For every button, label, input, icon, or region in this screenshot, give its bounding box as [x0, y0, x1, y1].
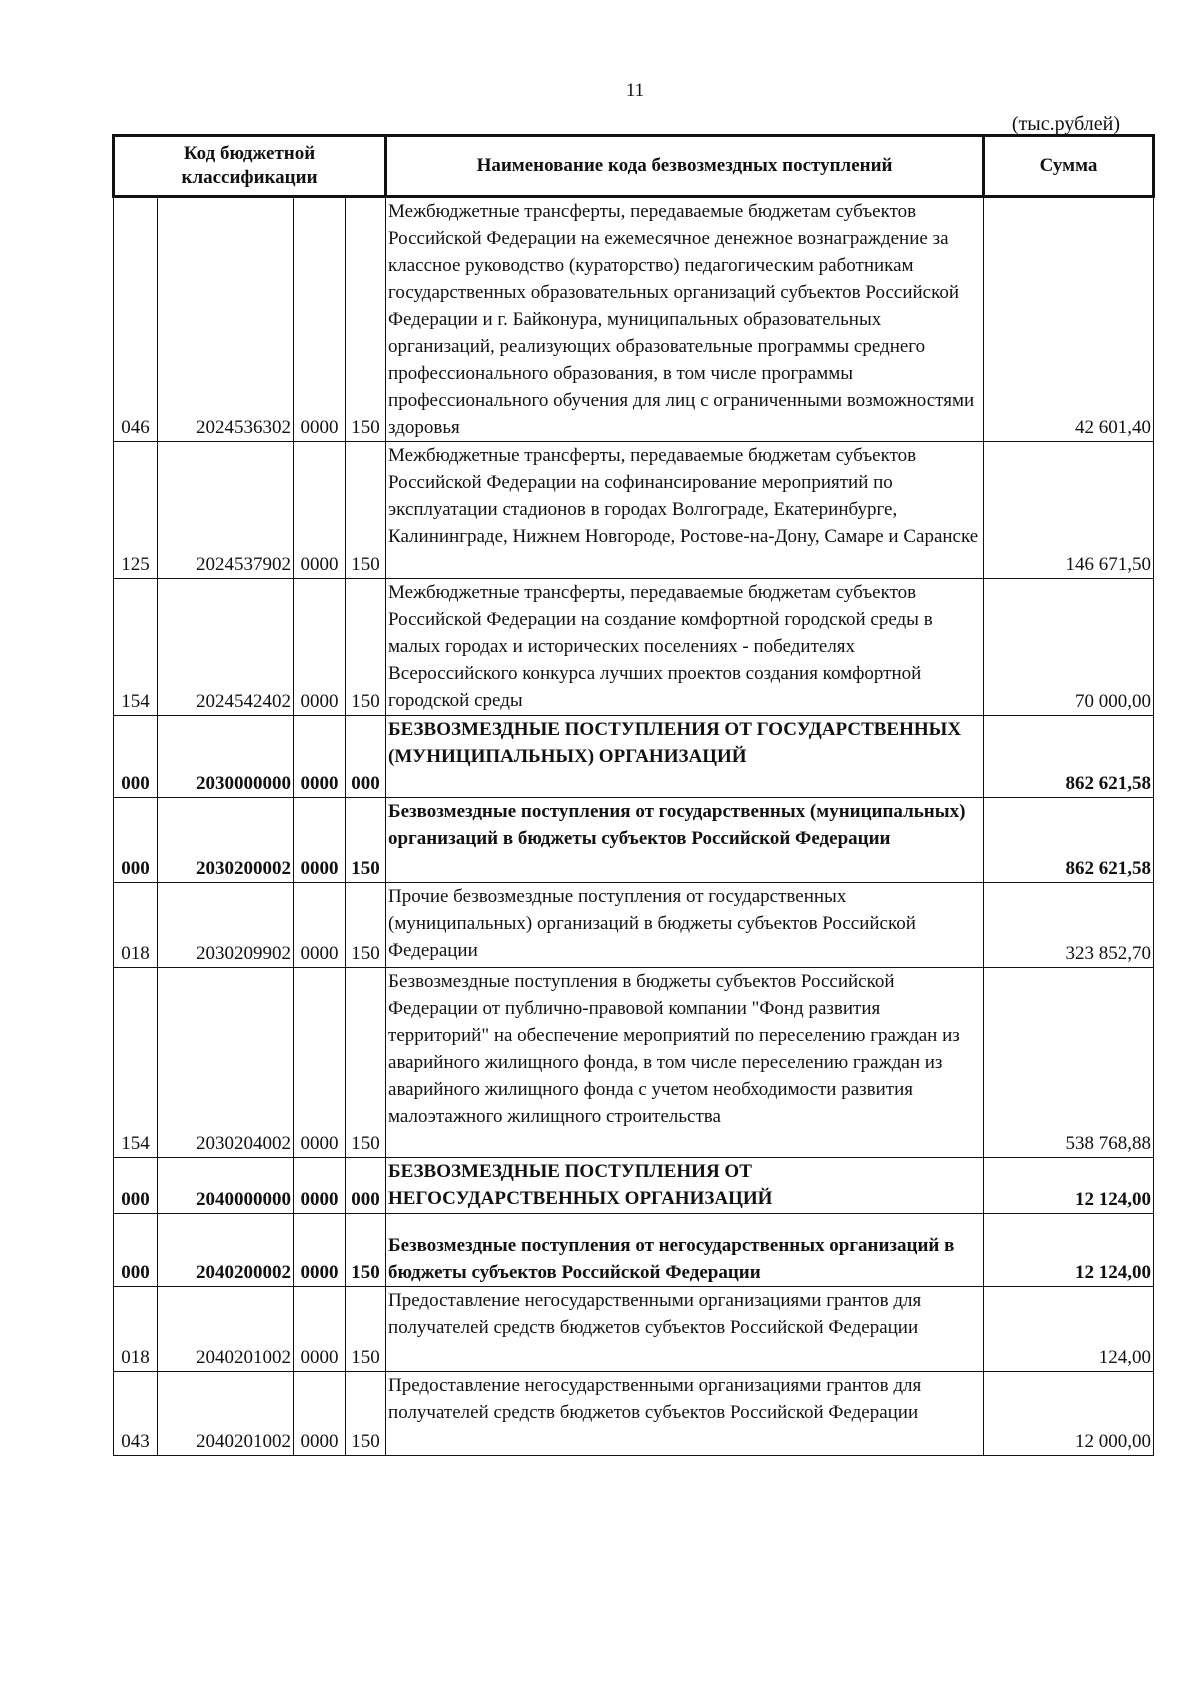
- admin-code: 125: [114, 442, 158, 579]
- admin-code: 018: [114, 1287, 158, 1372]
- type-code: 2030000000: [158, 716, 294, 798]
- admin-code: 046: [114, 197, 158, 442]
- item-sum: 124,00: [984, 1287, 1154, 1372]
- class-code: 000: [346, 1158, 386, 1214]
- type-code: 2030209902: [158, 883, 294, 968]
- program-code: 0000: [294, 1372, 346, 1456]
- item-sum: 42 601,40: [984, 197, 1154, 442]
- header-name: Наименование кода безвозмездных поступлений: [386, 136, 984, 197]
- page-number: 11: [625, 80, 645, 101]
- program-code: 0000: [294, 442, 346, 579]
- class-code: 150: [346, 798, 386, 883]
- admin-code: 043: [114, 1372, 158, 1456]
- item-name: Безвозмездные поступления от государственных (муниципальных) организаций в бюджеты субъектов Российской Федерации: [386, 798, 984, 883]
- table-row: [114, 798, 1154, 883]
- type-code: 2030204002: [158, 968, 294, 1158]
- class-code: 150: [346, 579, 386, 716]
- program-code: 0000: [294, 716, 346, 798]
- type-code: 2024542402: [158, 579, 294, 716]
- item-sum: 538 768,88: [984, 968, 1154, 1158]
- admin-code: 154: [114, 579, 158, 716]
- program-code: 0000: [294, 1287, 346, 1372]
- class-code: 150: [346, 968, 386, 1158]
- admin-code: 000: [114, 1214, 158, 1287]
- type-code: 2030200002: [158, 798, 294, 883]
- item-name: Предоставление негосударственными организациями грантов для получателей средств бюджетов субъектов Российской Федерации: [386, 1287, 984, 1372]
- class-code: 150: [346, 1287, 386, 1372]
- table-row: [114, 1287, 1154, 1372]
- type-code: 2040000000: [158, 1158, 294, 1214]
- item-sum: 12 124,00: [984, 1214, 1154, 1287]
- table-row: [114, 883, 1154, 968]
- program-code: 0000: [294, 579, 346, 716]
- program-code: 0000: [294, 197, 346, 442]
- item-sum: 70 000,00: [984, 579, 1154, 716]
- table-row: [114, 1214, 1154, 1287]
- table-row: [114, 1372, 1154, 1456]
- class-code: 000: [346, 716, 386, 798]
- class-code: 150: [346, 1372, 386, 1456]
- table-row: [114, 197, 1154, 442]
- item-sum: 323 852,70: [984, 883, 1154, 968]
- class-code: 150: [346, 442, 386, 579]
- admin-code: 000: [114, 716, 158, 798]
- item-name: БЕЗВОЗМЕЗДНЫЕ ПОСТУПЛЕНИЯ ОТ ГОСУДАРСТВЕННЫХ (МУНИЦИПАЛЬНЫХ) ОРГАНИЗАЦИЙ: [386, 716, 984, 798]
- table-row: [114, 968, 1154, 1158]
- type-code: 2040201002: [158, 1372, 294, 1456]
- admin-code: 000: [114, 798, 158, 883]
- class-code: 150: [346, 883, 386, 968]
- header-code: Код бюджетной классификации: [114, 136, 386, 197]
- units-label: (тыс.рублей): [1011, 113, 1120, 135]
- admin-code: 018: [114, 883, 158, 968]
- item-name: Безвозмездные поступления в бюджеты субъектов Российской Федерации от публично-правовой компании "Фонд развития территорий" на обеспечение мероприятий по переселению граждан из аварийного жилищного фонда, в том числе переселению граждан из аварийного жилищного фонда с учетом необходимости развития малоэтажного жилищного строительства: [386, 968, 984, 1158]
- type-code: 2024536302: [158, 197, 294, 442]
- program-code: 0000: [294, 1158, 346, 1214]
- admin-code: 154: [114, 968, 158, 1158]
- table-row: [114, 1158, 1154, 1214]
- table-row: [114, 442, 1154, 579]
- program-code: 0000: [294, 1214, 346, 1287]
- admin-code: 000: [114, 1158, 158, 1214]
- program-code: 0000: [294, 968, 346, 1158]
- item-sum: 146 671,50: [984, 442, 1154, 579]
- item-sum: 12 000,00: [984, 1372, 1154, 1456]
- table-row: [114, 716, 1154, 798]
- item-name: Межбюджетные трансферты, передаваемые бюджетам субъектов Российской Федерации на софинансирование мероприятий по эксплуатации стадионов в городах Волгограде, Екатеринбурге, Калининграде, Нижнем Новгороде, Ростове-на-Дону, Самаре и Саранске: [386, 442, 984, 579]
- item-name: Межбюджетные трансферты, передаваемые бюджетам субъектов Российской Федерации на ежемесячное денежное вознаграждение за классное руководство (кураторство) педагогическим работникам государственных образовательных организаций субъектов Российской Федерации и г. Байконура, муниципальных образовательных организаций, реализующих образовательные программы среднего профессионального образования, в том числе программы профессионального обучения для лиц с ограниченными возможностями здоровья: [386, 197, 984, 442]
- class-code: 150: [346, 1214, 386, 1287]
- item-name: БЕЗВОЗМЕЗДНЫЕ ПОСТУПЛЕНИЯ ОТ НЕГОСУДАРСТВЕННЫХ ОРГАНИЗАЦИЙ: [386, 1158, 984, 1214]
- budget-table: [112, 134, 1155, 1456]
- program-code: 0000: [294, 883, 346, 968]
- table-row: [114, 579, 1154, 716]
- type-code: 2040201002: [158, 1287, 294, 1372]
- type-code: 2024537902: [158, 442, 294, 579]
- item-name: Предоставление негосударственными организациями грантов для получателей средств бюджетов субъектов Российской Федерации: [386, 1372, 984, 1456]
- item-sum: 862 621,58: [984, 716, 1154, 798]
- program-code: 0000: [294, 798, 346, 883]
- item-name: Межбюджетные трансферты, передаваемые бюджетам субъектов Российской Федерации на создание комфортной городской среды в малых городах и исторических поселениях - победителях Всероссийского конкурса лучших проектов создания комфортной городской среды: [386, 579, 984, 716]
- item-sum: 862 621,58: [984, 798, 1154, 883]
- item-name: Безвозмездные поступления от негосударственных организаций в бюджеты субъектов Российской Федерации: [386, 1214, 984, 1287]
- item-sum: 12 124,00: [984, 1158, 1154, 1214]
- type-code: 2040200002: [158, 1214, 294, 1287]
- table-header-row: [114, 136, 1154, 197]
- header-sum: Сумма: [984, 136, 1154, 197]
- item-name: Прочие безвозмездные поступления от государственных (муниципальных) организаций в бюджеты субъектов Российской Федерации: [386, 883, 984, 968]
- class-code: 150: [346, 197, 386, 442]
